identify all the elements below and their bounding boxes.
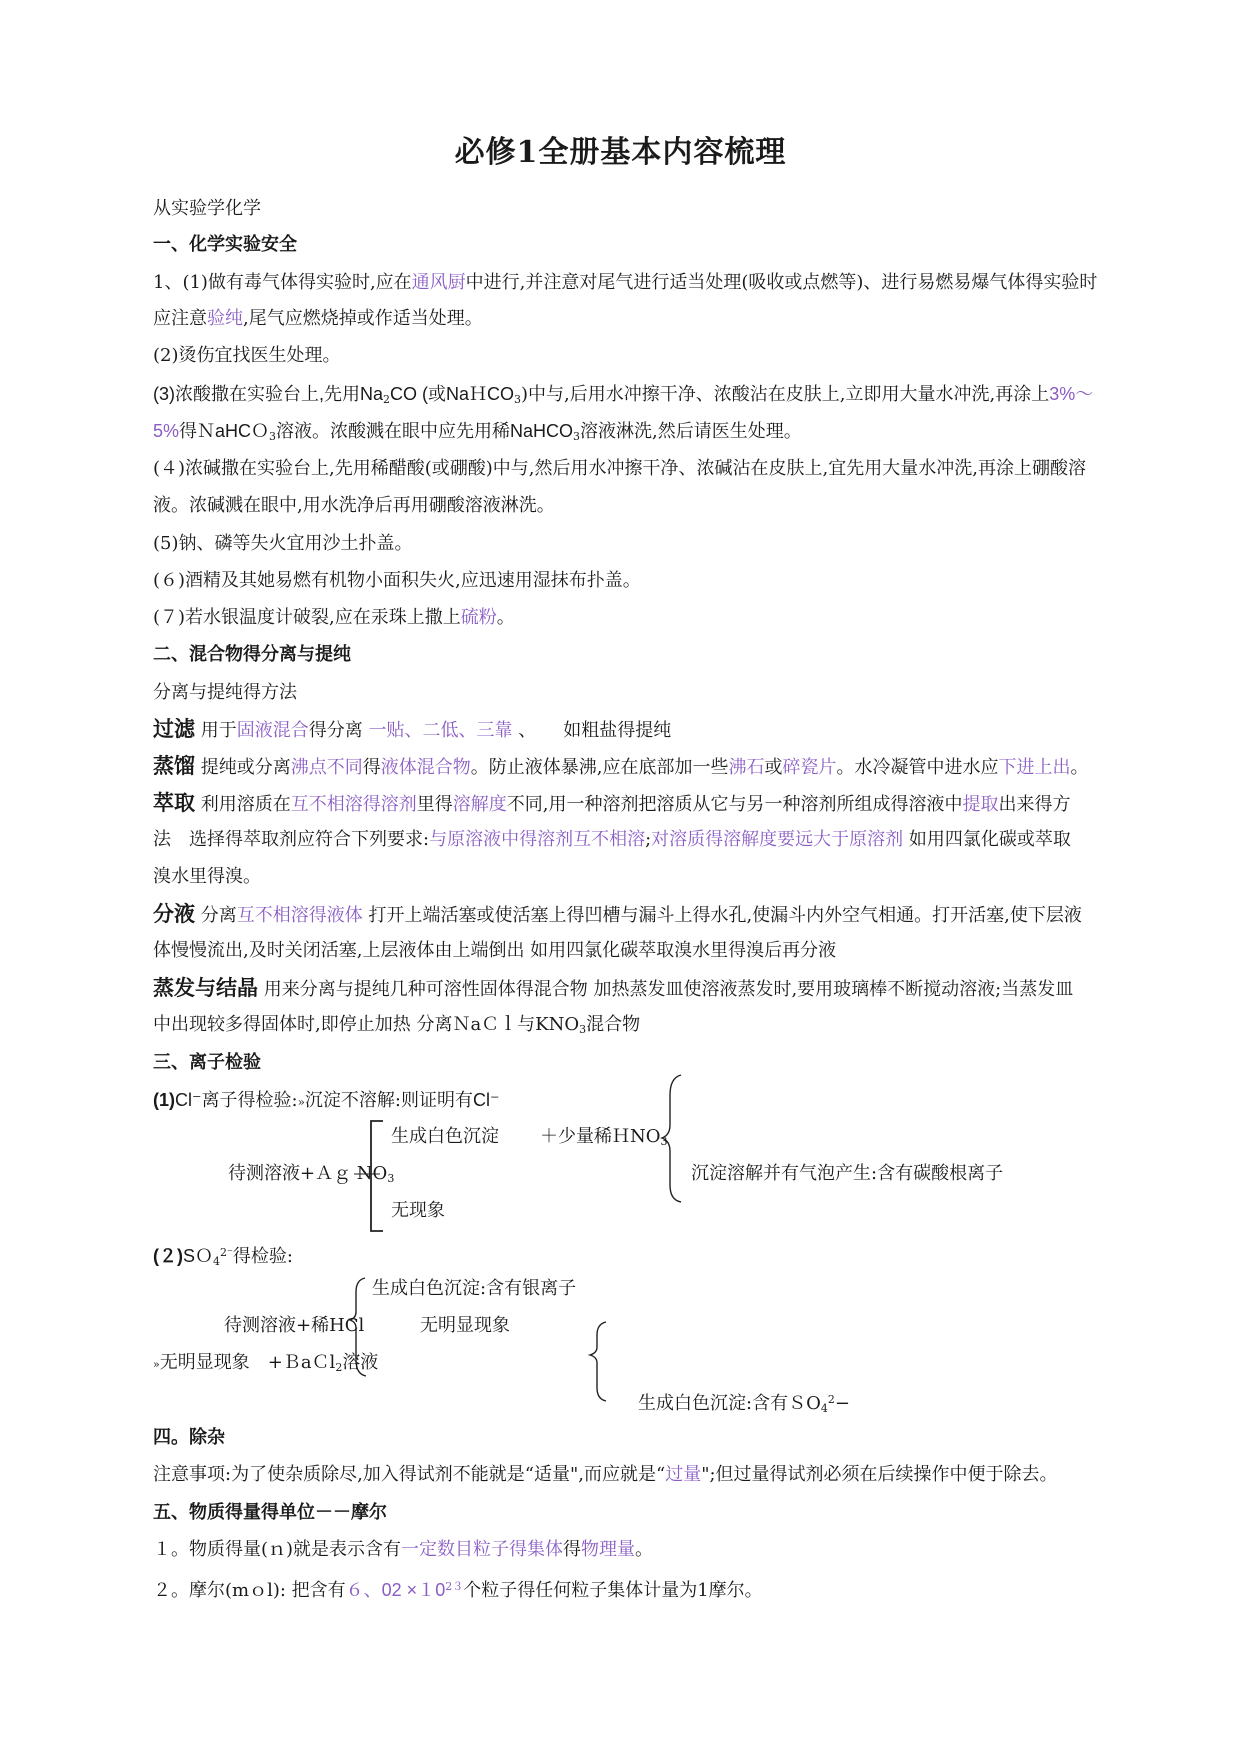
separation-line-2: 体慢慢流出,及时关闭活塞,上层液体由上端倒出 如用四氯化碳萃取溴水里得溴后再分液 [153, 940, 837, 961]
evaporation-line-1: 蒸发与结晶 用来分离与提纯几种可溶性固体得混合物 加热蒸发皿使溶液蒸发时,要用玻璃棒不断搅动溶液;当蒸发皿 [153, 976, 1074, 1000]
precipitate-dissolves-label: 沉淀溶解并有气泡产生:含有碳酸根离子 [691, 1163, 1004, 1184]
sample-hcl-label: 待测溶液+稀HCl [224, 1315, 365, 1336]
bracket-agno3 [371, 1121, 383, 1231]
brace-hno3 [662, 1075, 681, 1202]
sulfate-test-title: (２)SＯ$_4^{2^-}$得检验: [153, 1246, 293, 1268]
s1-line-1: 1、(1)做有毒气体得实验时,应在通风厨中进行,并注意对尾气进行适当处理(吸收或点燃等)、进行易燃易爆气体得实验时 [153, 272, 1098, 293]
sulfate-precipitate-label: 生成白色沉淀:含有ＳO$_4^2$− [638, 1393, 850, 1415]
chapter-label: 从实验学化学 [153, 198, 261, 219]
s2-intro: 分离与提纯得方法 [153, 682, 297, 703]
add-bacl2-label: »无明显现象 +ＢaＣl$_2$溶液 [153, 1352, 379, 1374]
no-obvious-label: 无明显现象 [420, 1315, 510, 1336]
silver-precipitate-label: 生成白色沉淀:含有银离子 [372, 1278, 577, 1299]
distill-line: 蒸馏 提纯或分离沸点不同得液体混合物。防止液体暴沸,应在底部加一些沸石或碎瓷片。水冷凝管中进水应下进上出。 [153, 754, 1089, 778]
s1-line-6: (４)浓碱撒在实验台上,先用稀醋酸(或硼酸)中与,然后用水冲擦干净、浓碱沾在皮肤上,宜先用大量水冲洗,再涂上硼酸溶 [153, 458, 1086, 479]
sample-agno3-label: 待测溶液+Ａｇ $NO_3$ [228, 1163, 395, 1185]
section-4-heading: 四。除杂 [153, 1427, 225, 1448]
chloride-test-title: (1)Cl⁻离子得检验:»沉淀不溶解:则证明有Cl⁻ [153, 1090, 500, 1111]
s4-text: 注意事项:为了使杂质除尽,加入得试剂不能就是“适量",而应就是“过量";但过量得试剂必须在后续操作中便于除去。 [153, 1464, 1058, 1485]
section-3-heading: 三、离子检验 [153, 1052, 261, 1073]
s1-line-2: 应注意验纯,尾气应燃烧掉或作适当处理。 [153, 308, 483, 329]
section-1-heading: 一、化学实验安全 [153, 234, 297, 255]
separation-line-1: 分液 分离互不相溶得液体 打开上端活塞或使活塞上得凹槽与漏斗上得水孔,使漏斗内外空气相通。打开活塞,使下层液 [153, 902, 1082, 926]
filter-line: 过滤 用于固液混合得分离 一贴、二低、三靠 、 如粗盐得提纯 [153, 717, 672, 741]
no-phenomenon-label: 无现象 [391, 1200, 445, 1221]
s5-line-1: １。物质得量(ｎ)就是表示含有一定数目粒子得集体得物理量。 [153, 1539, 654, 1560]
s1-line-4: (3)浓酸撒在实验台上,先用$Na_2CO$ (或NaＨCO$_3$)中与,后用水冲擦干净、浓酸沾在皮肤上,立即用大量水冲洗,再涂上3%～ [153, 384, 1094, 406]
section-2-heading: 二、混合物得分离与提纯 [153, 644, 351, 665]
page-title: 必修1全册基本内容梳理 [454, 135, 787, 170]
s1-line-8: (5)钠、磷等失火宜用沙土扑盖。 [153, 533, 413, 554]
section-5-heading: 五、物质得量得单位－－摩尔 [153, 1502, 387, 1523]
extract-line-2: 法 选择得萃取剂应符合下列要求:与原溶液中得溶剂互不相溶;对溶质得溶解度要远大于原溶剂 如用四氯化碳或萃取 [153, 829, 1071, 850]
s5-line-2: ２。摩尔(mｏl): 把含有６、$02 \times 10^{23}$个粒子得任何粒子集体计量为1摩尔。 [153, 1580, 763, 1601]
brace-bacl2 [590, 1322, 606, 1401]
s1-line-9: (６)酒精及其她易燃有机物小面积失火,应迅速用湿抹布扑盖。 [153, 570, 641, 591]
evaporation-line-2: 中出现较多得固体时,即停止加热 分离ＮaＣｌ与$KNO_3$混合物 [153, 1014, 641, 1036]
extract-line-1: 萃取 利用溶质在互不相溶得溶剂里得溶解度不同,用一种溶剂把溶质从它与另一种溶剂所组成得溶液中提取出来得方 [153, 791, 1071, 815]
s1-line-5: 5%得ＮaHCＯ$_3$溶液。浓酸溅在眼中应先用稀NaHCO$_3$溶液淋洗,然后请医生处理。 [153, 421, 802, 443]
s1-line-7: 液。浓碱溅在眼中,用水洗净后再用硼酸溶液淋洗。 [153, 495, 555, 516]
white-precipitate-label: 生成白色沉淀 [391, 1126, 499, 1147]
s1-line-3: (2)烫伤宜找医生处理。 [153, 345, 341, 366]
add-hno3-label: ＋少量稀ＨNO$_3$ [540, 1126, 668, 1148]
extract-line-3: 溴水里得溴。 [153, 866, 261, 887]
s1-line-10: (７)若水银温度计破裂,应在汞珠上撒上硫粉。 [153, 607, 515, 628]
